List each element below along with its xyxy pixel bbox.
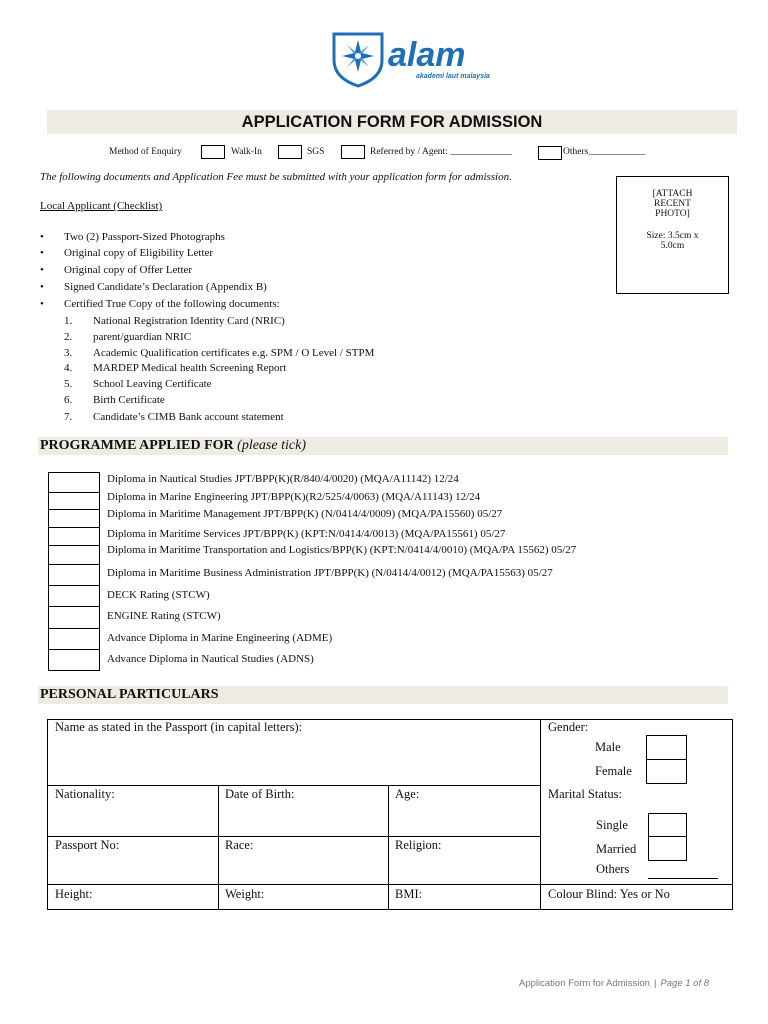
age-label: Age:: [395, 787, 420, 801]
name-field[interactable]: [50, 738, 536, 782]
marital-status-label: Marital Status:: [548, 787, 622, 801]
referred-checkbox[interactable]: [341, 145, 365, 159]
programme-checkbox-maritime-mgmt[interactable]: [48, 509, 100, 528]
logo-wordmark: alam: [388, 36, 466, 74]
programme-item: Diploma in Marine Engineering JPT/BPP(K)(R2/525/4/0063) (MQA/A11143) 12/24: [107, 491, 481, 503]
single-label: Single: [596, 818, 628, 832]
programme-checkbox-maritime-services[interactable]: [48, 527, 100, 546]
personal-heading: PERSONAL PARTICULARS: [40, 687, 219, 702]
document-item: 6. Birth Certificate: [64, 394, 165, 406]
passport-label: Passport No:: [55, 838, 120, 852]
page-title: APPLICATION FORM FOR ADMISSION: [241, 113, 543, 131]
table-divider: [47, 884, 733, 885]
others-marital-label: Others: [596, 862, 630, 876]
weight-label: Weight:: [225, 887, 265, 901]
checklist-item: • Certified True Copy of the following documents:: [40, 298, 280, 310]
programme-checkbox-adns[interactable]: [48, 649, 100, 671]
document-item: 5. School Leaving Certificate: [64, 378, 212, 390]
programme-item: Diploma in Maritime Business Administration JPT/BPP(K) (N/0414/4/0012) (MQA/PA15563) 05/27: [107, 567, 553, 579]
single-checkbox[interactable]: [648, 813, 687, 837]
female-checkbox[interactable]: [646, 759, 687, 784]
programme-item: Advance Diploma in Nautical Studies (ADNS): [107, 653, 314, 665]
nationality-label: Nationality:: [55, 787, 115, 801]
others-checkbox[interactable]: [538, 146, 562, 160]
intro-text: The following documents and Application Fee must be submitted with your application form for admission.: [40, 171, 512, 183]
sgs-label: SGS: [307, 147, 325, 157]
bullet-icon: •: [40, 247, 44, 259]
enquiry-label: Method of Enquiry: [109, 147, 182, 157]
programme-item: Diploma in Maritime Management JPT/BPP(K) (N/0414/4/0009) (MQA/PA15560) 05/27: [107, 508, 503, 520]
programme-item: Diploma in Nautical Studies JPT/BPP(K)(R/840/4/0020) (MQA/A11142) 12/24: [107, 473, 459, 485]
programme-checkbox-adme[interactable]: [48, 628, 100, 650]
page-footer: [519, 978, 709, 989]
height-label: Height:: [55, 887, 93, 901]
photo-line-2: RECENT: [654, 199, 691, 209]
programme-item: DECK Rating (STCW): [107, 589, 210, 601]
programme-checkbox-business-admin[interactable]: [48, 564, 100, 586]
checklist-item: • Original copy of Eligibility Letter: [40, 247, 214, 259]
document-item: 3. Academic Qualification certificates e.g. SPM / O Level / STPM: [64, 347, 375, 359]
compass-shield-icon: [328, 26, 493, 88]
photo-box[interactable]: [616, 176, 729, 294]
document-item: 1. National Registration Identity Card (NRIC): [64, 315, 285, 327]
referred-label: Referred by / Agent: _____________: [370, 147, 512, 157]
checklist-item: • Signed Candidate’s Declaration (Appendix B): [40, 281, 267, 293]
programme-checkbox-marine-eng[interactable]: [48, 492, 100, 510]
bullet-icon: •: [40, 264, 44, 276]
name-field-label: Name as stated in the Passport (in capital letters):: [55, 720, 303, 734]
others-marital-field[interactable]: [648, 878, 718, 879]
local-applicant-heading: Local Applicant (Checklist): [40, 200, 163, 212]
checklist-item: • Two (2) Passport-Sized Photographs: [40, 231, 225, 243]
programme-heading-note: please tick: [241, 438, 302, 453]
photo-size-2: 5.0cm: [660, 241, 685, 251]
photo-size: Size: 3.5cm x: [646, 231, 699, 241]
table-divider: [540, 719, 541, 910]
programme-checkbox-deck-rating[interactable]: [48, 585, 100, 607]
dob-label: Date of Birth:: [225, 787, 295, 801]
document-item: 2. parent/guardian NRIC: [64, 331, 192, 343]
table-divider: [388, 785, 389, 910]
page-number: Page 1 of 8: [660, 978, 710, 989]
footer-separator: |: [653, 978, 657, 989]
others-label: Others____________: [563, 147, 646, 157]
table-divider: [218, 785, 219, 910]
programme-item: Diploma in Maritime Transportation and Logistics/BPP(K) (KPT:N/0414/4/0010) (MQA/PA 15562) 05/27: [107, 544, 577, 556]
female-label: Female: [595, 764, 632, 778]
photo-line-3: PHOTO]: [655, 209, 690, 219]
race-label: Race:: [225, 838, 254, 852]
checklist-item: • Original copy of Offer Letter: [40, 264, 193, 276]
gender-label: Gender:: [548, 720, 589, 734]
logo-tagline: akademi laut malaysia: [416, 73, 490, 80]
bullet-icon: •: [40, 281, 44, 293]
married-checkbox[interactable]: [648, 836, 687, 861]
bullet-icon: •: [40, 298, 44, 310]
programme-checkbox-transport-logistics[interactable]: [48, 545, 100, 565]
document-item: 7. Candidate’s CIMB Bank account statement: [64, 411, 284, 423]
walk-in-label: Walk-In: [231, 147, 262, 157]
table-divider: [47, 836, 541, 837]
programme-checkbox-engine-rating[interactable]: [48, 606, 100, 629]
bmi-label: BMI:: [395, 887, 423, 901]
document-item: 4. MARDEP Medical health Screening Report: [64, 362, 287, 374]
sgs-checkbox[interactable]: [278, 145, 302, 159]
footer-title: Application Form for Admission: [519, 978, 650, 989]
programme-item: Diploma in Maritime Services JPT/BPP(K) (KPT:N/0414/4/0013) (MQA/PA15561) 05/27: [107, 528, 506, 540]
male-label: Male: [595, 740, 621, 754]
walk-in-checkbox[interactable]: [201, 145, 225, 159]
male-checkbox[interactable]: [646, 735, 687, 760]
title-bar: [47, 110, 737, 134]
programme-item: Advance Diploma in Marine Engineering (ADME): [107, 632, 333, 644]
photo-line-1: [ATTACH: [652, 189, 693, 199]
religion-label: Religion:: [395, 838, 442, 852]
married-label: Married: [596, 842, 637, 856]
programme-item: ENGINE Rating (STCW): [107, 610, 221, 622]
colour-blind-label: Colour Blind: Yes or No: [548, 887, 670, 901]
table-divider: [47, 785, 541, 786]
alam-logo: [328, 26, 493, 88]
programme-checkbox-nautical[interactable]: [48, 472, 100, 493]
programme-heading: PROGRAMME APPLIED FOR (please tick): [40, 438, 306, 453]
bullet-icon: •: [40, 231, 44, 243]
